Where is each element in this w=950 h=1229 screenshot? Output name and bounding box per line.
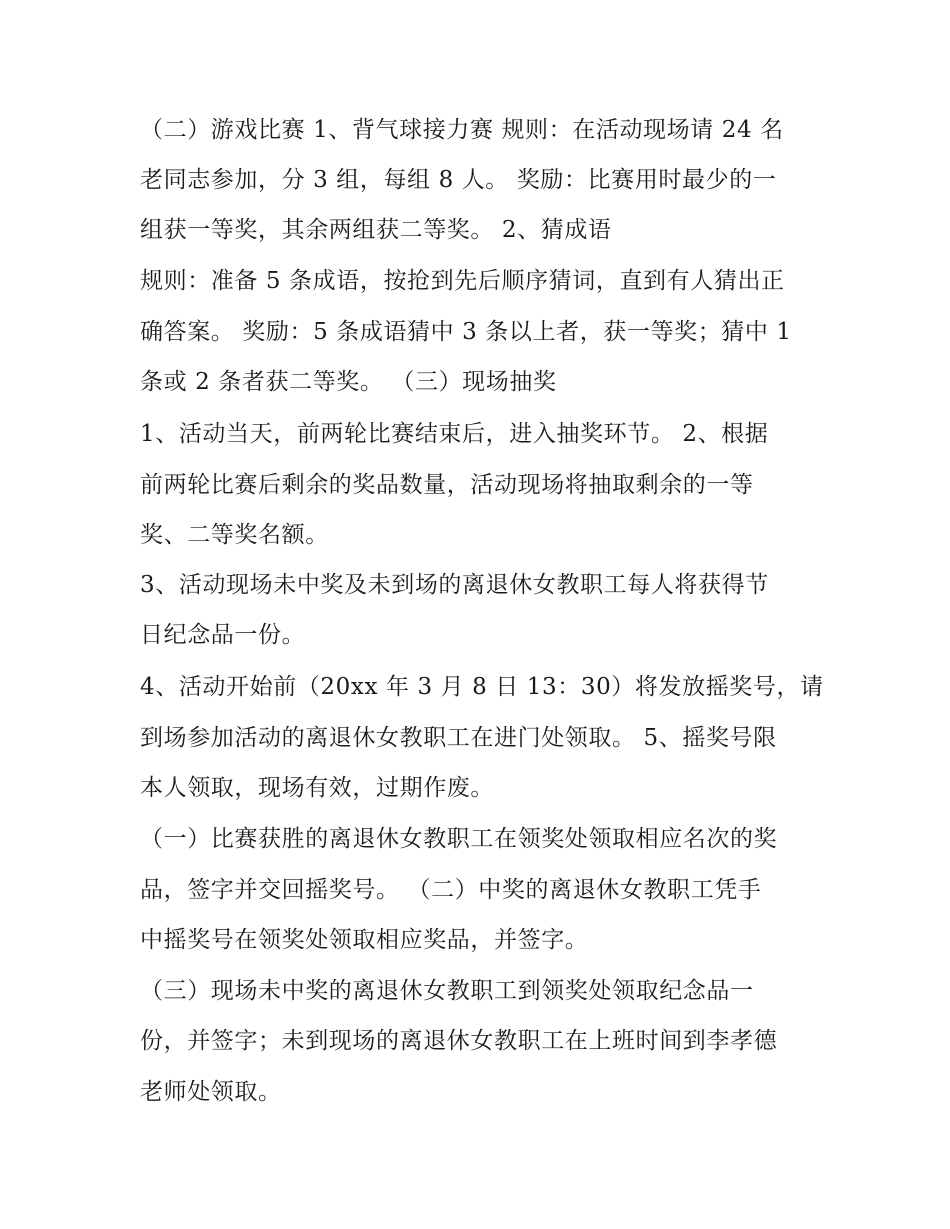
text-line: 份，并签字；未到现场的离退休女教职工在上班时间到李孝德 xyxy=(140,1028,778,1054)
text-line: 中摇奖号在领奖处领取相应奖品，并签字。 xyxy=(140,927,589,953)
text-line: （二）游戏比赛 1、背气球接力赛 规则：在活动现场请 24 名 xyxy=(140,117,784,143)
text-line: 3、活动现场未中奖及未到场的离退休女教职工每人将获得节 xyxy=(140,572,769,598)
text-line: 前两轮比赛后剩余的奖品数量，活动现场将抽取剩余的一等 xyxy=(140,472,754,498)
text-line: 奖、二等奖名额。 xyxy=(140,522,329,548)
text-line: 日纪念品一份。 xyxy=(140,622,306,648)
text-line: （一）比赛获胜的离退休女教职工在领奖处领取相应名次的奖 xyxy=(140,826,778,852)
text-line: 本人领取，现场有效，过期作废。 xyxy=(140,775,494,801)
text-line: 老师处领取。 xyxy=(140,1079,282,1105)
text-line: 品，签字并交回摇奖号。 （二）中奖的离退休女教职工凭手 xyxy=(140,877,762,903)
text-line: （三）现场未中奖的离退休女教职工到领奖处领取纪念品一 xyxy=(140,978,754,1004)
text-line: 组获一等奖，其余两组获二等奖。 2、猜成语 xyxy=(140,217,612,243)
text-line: 确答案。 奖励：5 条成语猜中 3 条以上者，获一等奖；猜中 1 xyxy=(140,319,792,345)
text-line: 4、活动开始前（20xx 年 3 月 8 日 13：30）将发放摇奖号，请 xyxy=(140,674,824,700)
text-line: 条或 2 条者获二等奖。 （三）现场抽奖 xyxy=(140,369,557,395)
text-line: 老同志参加，分 3 组，每组 8 人。 奖励：比赛用时最少的一 xyxy=(140,167,777,193)
text-line: 到场参加活动的离退休女教职工在进门处领取。 5、摇奖号限 xyxy=(140,725,777,751)
text-line: 规则：准备 5 条成语，按抢到先后顺序猜词，直到有人猜出正 xyxy=(140,268,785,294)
text-line: 1、活动当天，前两轮比赛结束后，进入抽奖环节。 2、根据 xyxy=(140,421,769,447)
